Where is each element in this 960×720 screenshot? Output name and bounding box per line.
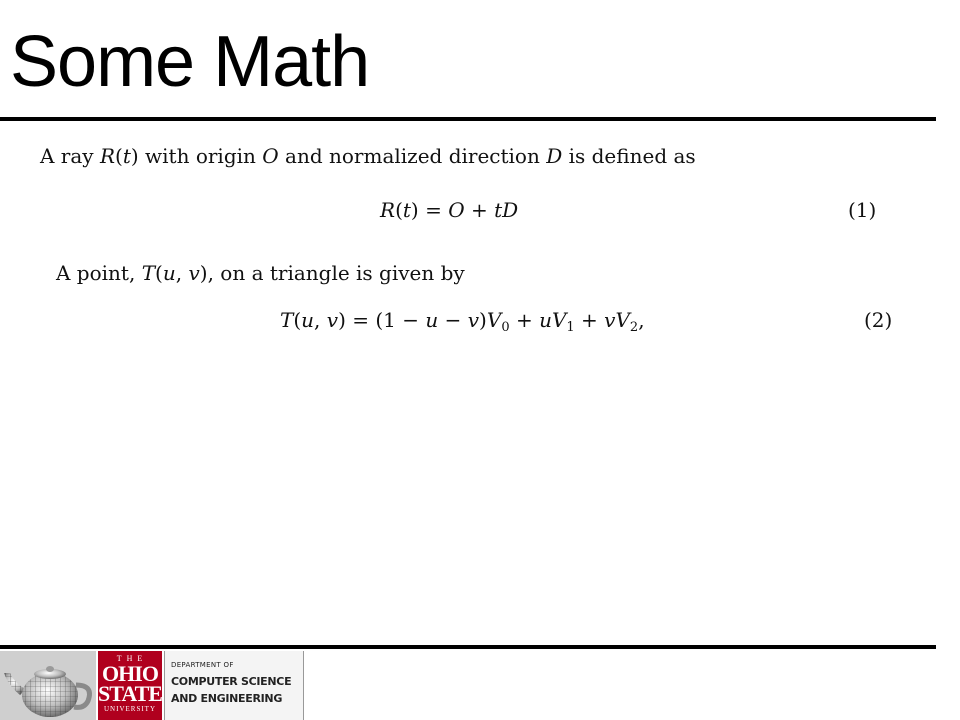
text-segment: ( bbox=[155, 261, 163, 285]
subscript: 2 bbox=[629, 320, 639, 335]
math-symbol: R bbox=[380, 198, 396, 222]
osu-state-text: STATE bbox=[98, 681, 162, 706]
math-symbol: uV bbox=[539, 308, 567, 332]
math-symbol: T bbox=[141, 261, 156, 285]
math-symbol: O bbox=[262, 144, 279, 168]
equation-1 bbox=[380, 198, 518, 222]
footer-divider bbox=[0, 645, 936, 649]
department-logo bbox=[164, 651, 304, 720]
and-engineering-text: AND ENGINEERING bbox=[171, 692, 283, 705]
math-symbol: v bbox=[467, 308, 480, 332]
math-symbol: V bbox=[486, 308, 502, 332]
text-segment: A point, bbox=[56, 261, 142, 285]
equation-1-number: (1) bbox=[848, 198, 877, 222]
subscript: 0 bbox=[501, 320, 510, 335]
math-symbol: T bbox=[280, 308, 294, 332]
text-segment: + bbox=[574, 308, 605, 332]
text-segment: ), on a triangle is given by bbox=[199, 261, 465, 285]
math-symbol: t bbox=[402, 198, 411, 222]
computer-science-text: COMPUTER SCIENCE bbox=[171, 675, 292, 688]
math-symbol: D bbox=[546, 144, 563, 168]
slide-title: Some Math bbox=[10, 22, 370, 102]
equation-2-number: (2) bbox=[864, 308, 893, 332]
text-segment: ) = bbox=[410, 198, 449, 222]
text-segment: ) with origin bbox=[130, 144, 263, 168]
text-segment: + bbox=[509, 308, 540, 332]
math-symbol: vV bbox=[604, 308, 630, 332]
subscript: 1 bbox=[566, 320, 575, 335]
math-symbol: R bbox=[99, 144, 116, 168]
math-symbol: O bbox=[448, 198, 465, 222]
math-symbol: tD bbox=[494, 198, 519, 222]
title-divider bbox=[0, 117, 936, 121]
text-segment: and normalized direction bbox=[278, 144, 547, 168]
math-symbol: u bbox=[301, 308, 315, 332]
math-symbol: u bbox=[162, 261, 176, 285]
text-segment: ) = (1 − bbox=[338, 308, 426, 332]
text-segment: + bbox=[464, 198, 495, 222]
text-segment: , bbox=[638, 308, 645, 332]
math-symbol: u bbox=[425, 308, 439, 332]
teapot-icon bbox=[0, 651, 96, 720]
osu-logo bbox=[98, 651, 162, 720]
math-symbol: t bbox=[122, 144, 131, 168]
math-symbol: v bbox=[188, 261, 200, 285]
text-segment: A ray bbox=[40, 144, 100, 168]
text-segment: , bbox=[314, 308, 327, 332]
text-segment: ( bbox=[115, 144, 123, 168]
text-segment: ( bbox=[293, 308, 302, 332]
text-segment: ) bbox=[479, 308, 487, 332]
triangle-point-text bbox=[56, 261, 465, 285]
osu-university-text: UNIVERSITY bbox=[104, 705, 156, 713]
text-segment: ( bbox=[395, 198, 403, 222]
department-of-text: DEPARTMENT OF bbox=[171, 661, 234, 669]
text-segment: is defined as bbox=[562, 144, 696, 168]
text-segment: − bbox=[438, 308, 468, 332]
math-symbol: v bbox=[326, 308, 339, 332]
osu-ohio-text: OHIO bbox=[102, 661, 158, 686]
text-segment: , bbox=[175, 261, 189, 285]
equation-2 bbox=[280, 308, 645, 335]
ray-definition-text bbox=[40, 144, 696, 168]
osu-the-text: THE bbox=[116, 654, 148, 663]
